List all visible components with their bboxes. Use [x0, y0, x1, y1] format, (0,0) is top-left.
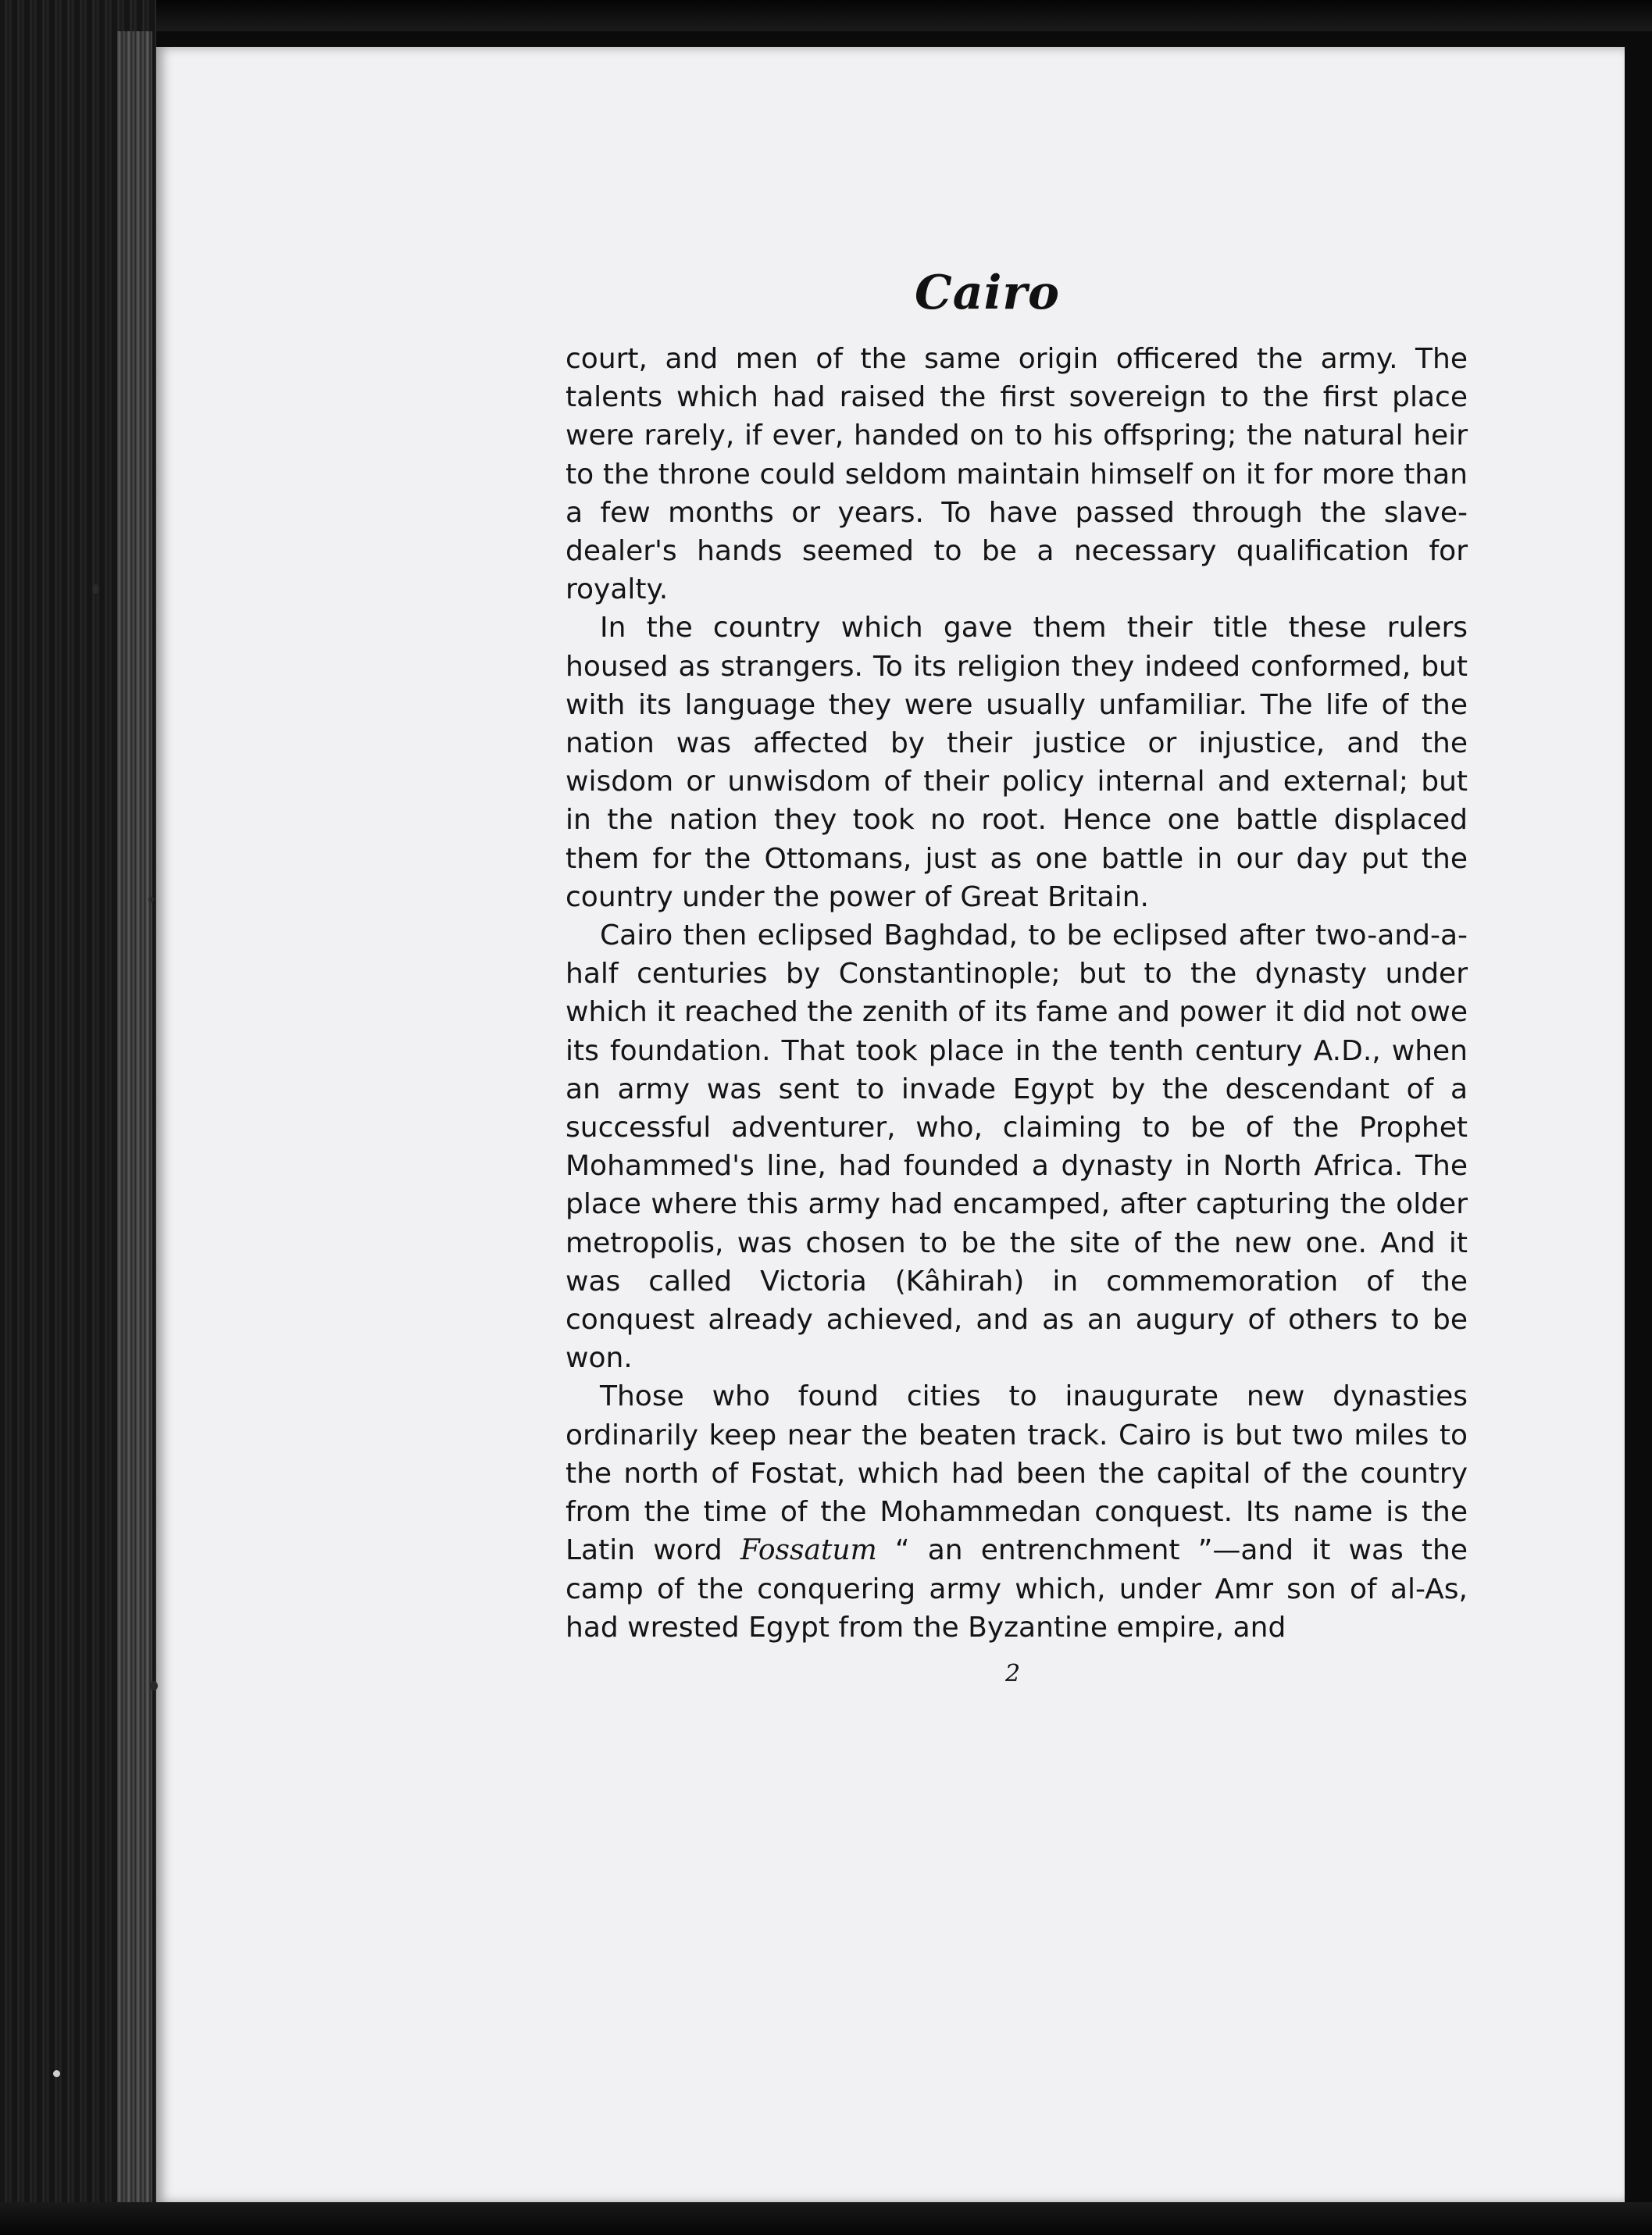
scan-bottom-border — [0, 2202, 1652, 2235]
running-head-title: Cairo — [915, 266, 1061, 320]
scan-speck — [92, 584, 99, 594]
body-text — [566, 340, 1468, 1647]
paragraph-2: In the country which gave them their title these rulers housed as strangers. To its religion they indeed conformed, but with its language they were usually unfamiliar. The life of the nation was affected by their justice or injustice, and the wisdom or unwisdom of their policy internal and external; but in the nation they took no root. Hence one battle displaced them for the Ottomans, just as one battle in our day put the country under the power of Great Britain. — [566, 612, 1468, 913]
page-edge-stack — [117, 31, 152, 2203]
paragraph-1: court, and men of the same origin officered the army. The talents which had raised the first sovereign to the first place were rarely, if ever, handed on to his offspring; the natural heir to the throne could seldom maintain himself on it for more than a few months or years. To have passed through the slave-dealer's hands seemed to be a necessary qualification for royalty. — [566, 343, 1468, 606]
paragraph-3: Cairo then eclipsed Baghdad, to be eclipsed after two-and-a-half centuries by Constantinople; but to the dynasty under which it reached the zenith of its fame and power it did not owe its foundation. That took place in the tenth century A.D., when an army was sent to invade Egypt by the descendant of a successful adventurer, who, claiming to be of the Prophet Mohammed's line, had founded a dynasty in North Africa. The place where this army had encamped, after capturing the older metropolis, was chosen to be the site of the new one. And it was called Victoria (Kâhirah) in commemoration of the conquest already achieved, and as an augury of others to be won. — [566, 919, 1468, 1375]
page-number: 2 — [1005, 1660, 1021, 1687]
scan-top-border — [0, 0, 1652, 31]
scan-speck — [150, 1681, 158, 1691]
paragraph-4 — [566, 1377, 1468, 1646]
paragraph-4-text-b: “ an entrenchment ”—and it was the camp of the conquering army which, under Amr son of al-As, had wrested Egypt from the Byzantine empire, and — [566, 1534, 1468, 1644]
italic-latin-word: Fossatum — [740, 1534, 877, 1567]
scan-speck — [148, 897, 154, 902]
scan-speck — [53, 2070, 60, 2077]
paragraph-4-text-a: Those who found cities to inaugurate new dynasties ordinarily keep near the beaten track. Cairo is but two miles to the north of Fostat, which had been the capital of the country from the time of the Mohammedan conquest. Its name is the Latin word — [566, 1380, 1468, 1567]
